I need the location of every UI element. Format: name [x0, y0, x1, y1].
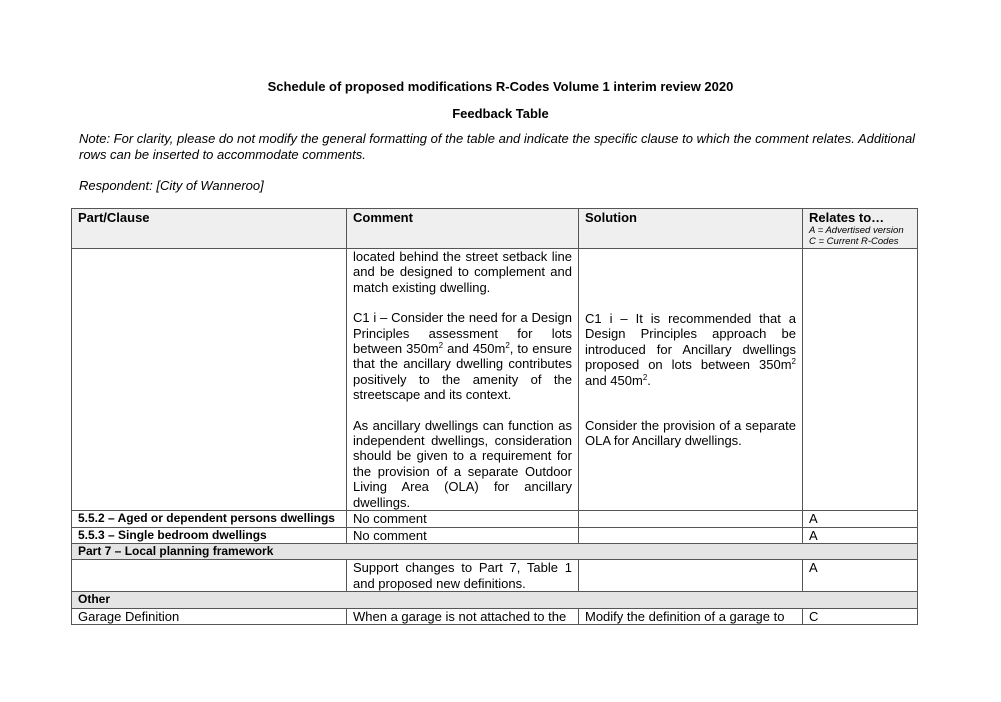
- row5-comment: When a garage is not attached to the: [347, 608, 579, 624]
- row1-part: [72, 249, 347, 511]
- row1-solution-p2: Consider the provision of a separate OLA for Ancillary dwellings.: [585, 418, 796, 449]
- section-row: [72, 592, 918, 608]
- feedback-table-header: [71, 208, 918, 249]
- table-row: [72, 560, 918, 592]
- row1-comment: [347, 249, 579, 511]
- document-title: Schedule of proposed modifications R-Codes Volume 1 interim review 2020: [267, 79, 734, 94]
- header-relates-label: Relates to…: [809, 210, 885, 225]
- row4-solution: [579, 560, 803, 592]
- row4-comment: Support changes to Part 7, Table 1 and proposed new definitions.: [347, 560, 579, 592]
- row1-comment-p3: As ancillary dwellings can function as independent dwellings, consideration should be given to a requirement for the provision of a separate Outdoor Living Area (OLA) for ancillary dwellings.: [353, 417, 572, 510]
- section-other: Other: [72, 592, 918, 608]
- table-row: [72, 511, 918, 527]
- row1-solution: [579, 249, 803, 511]
- section-row: [72, 543, 918, 559]
- respondent-text: Respondent: [City of Wanneroo]: [79, 178, 264, 193]
- row4-relates: A: [803, 560, 918, 592]
- row5-relates: C: [803, 608, 918, 624]
- row1-comment-p1: located behind the street setback line and be designed to complement and match existing dwelling.: [353, 249, 572, 295]
- table-row: [72, 608, 918, 624]
- row1-comment-p2: C1 i – Consider the need for a Design Principles assessment for lots between $350m^2$ and $450m^2$, to ensure that the ancillary dwelling contributes positively to the amenity of the streetscape and its context.: [353, 310, 572, 403]
- header-part-clause: Part/Clause: [72, 209, 347, 249]
- feedback-table: [71, 248, 918, 625]
- table-row: [72, 249, 918, 511]
- row3-part: 5.5.3 – Single bedroom dwellings: [72, 527, 347, 543]
- table-row: [72, 527, 918, 543]
- header-relates-a: A = Advertised version: [809, 225, 904, 237]
- row1-solution-p1: C1 i – It is recommended that a Design Principles approach be introduced for Ancillary dwellings proposed on lots between $350m^2$ and $450m^2$.: [585, 311, 796, 388]
- row3-comment: No comment: [347, 527, 579, 543]
- row3-relates: A: [803, 527, 918, 543]
- note-text: Note: For clarity, please do not modify the general formatting of the table and indicate the specific clause to which the comment relates. Additional rows can be inserted to accommodate comments.: [79, 131, 916, 162]
- row3-solution: [579, 527, 803, 543]
- row2-part: 5.5.2 – Aged or dependent persons dwellings: [72, 511, 347, 527]
- row5-part: Garage Definition: [72, 608, 347, 624]
- row2-solution: [579, 511, 803, 527]
- row4-part: [72, 560, 347, 592]
- row5-solution: Modify the definition of a garage to: [579, 608, 803, 624]
- row1-relates: [803, 249, 918, 511]
- header-relates-to: [803, 209, 918, 249]
- row2-comment: No comment: [347, 511, 579, 527]
- row2-relates: A: [803, 511, 918, 527]
- document-subtitle: Feedback Table: [452, 106, 549, 121]
- section-part7: Part 7 – Local planning framework: [72, 543, 918, 559]
- header-comment: Comment: [347, 209, 579, 249]
- header-solution: Solution: [579, 209, 803, 249]
- header-relates-c: C = Current R-Codes: [809, 236, 899, 248]
